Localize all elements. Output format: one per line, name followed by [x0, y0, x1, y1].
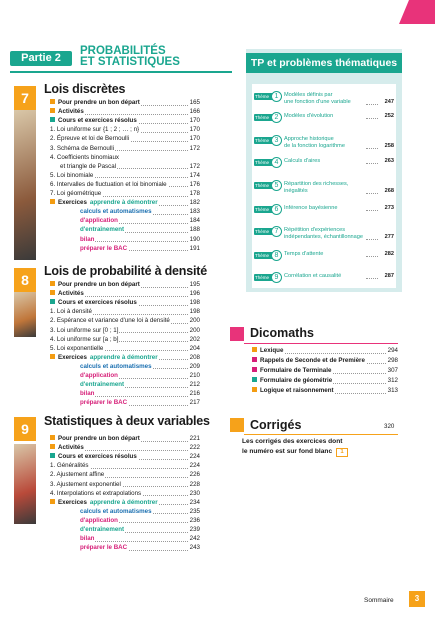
dicomaths-entry-text: Formulaire de Terminale — [260, 367, 332, 375]
toc-entry-text: 1. Loi uniforme sur {1 ; 2 ; … ; n} — [50, 126, 140, 134]
partie-title-line1: PROBABILITÉS — [80, 45, 166, 57]
toc-entry-page: 236 — [189, 516, 200, 524]
leader-dots — [366, 239, 378, 240]
toc-entry-text: 2. Espérance et variance d'une loi à densité — [50, 317, 170, 325]
toc-entry-text: 3. Schéma de Bernoulli — [50, 144, 114, 152]
dicomaths-entry-label — [252, 386, 335, 396]
theme-number: 2 — [271, 112, 282, 123]
chapter-number: 8 — [14, 268, 36, 292]
theme-title-line: une fonction d'une variable — [284, 98, 351, 105]
bullet-square — [252, 387, 257, 392]
toc-entry-text: Activités — [58, 444, 84, 452]
bullet-square — [50, 281, 55, 286]
dicomaths-marker — [230, 327, 244, 341]
toc-entry-page: 224 — [189, 453, 200, 461]
dicomaths-entry-page: 313 — [387, 387, 398, 395]
partie-title-line2: ET STATISTIQUES — [80, 56, 180, 68]
toc-entry-page: 165 — [189, 99, 200, 106]
toc-entry-page: 202 — [189, 335, 200, 343]
toc-entry-page: 239 — [189, 526, 200, 533]
toc-entry-text: 7. Loi géométrique — [50, 190, 102, 197]
corriges-example-box: 1 — [336, 448, 348, 457]
theme-number: 5 — [271, 180, 282, 191]
theme-page: 268 — [384, 187, 394, 194]
bullet-square — [50, 290, 55, 295]
toc-entry-text: 3. Loi uniforme sur [0 ; 1] — [50, 326, 119, 334]
toc-entry-page: 195 — [189, 281, 200, 288]
theme-title-line: Inférence bayésienne — [284, 205, 338, 211]
bullet-square — [50, 299, 55, 304]
toc-entry-text: d'application — [80, 516, 118, 524]
bullet-square — [252, 377, 257, 382]
tp-theme-item[interactable] — [254, 93, 394, 107]
toc-entry-label — [50, 244, 128, 254]
dicomaths-entry-text: Rappels de Seconde et de Première — [260, 357, 365, 365]
theme-badge: Thème — [254, 228, 276, 235]
corriges-marker — [230, 418, 244, 432]
theme-title-line: indépendantes, échantillonnage — [284, 233, 364, 240]
toc-entry-page: 198 — [189, 299, 200, 307]
toc-entry-page: 212 — [189, 381, 200, 389]
theme-title-line: Calculs d'aires — [284, 158, 321, 164]
theme-badge: Thème — [254, 252, 276, 259]
dicomaths-entry[interactable] — [252, 376, 398, 386]
toc-entry-text: d'application — [80, 372, 118, 379]
theme-number: 6 — [271, 204, 282, 215]
toc-entry-text: Exercices — [58, 498, 87, 506]
toc-entry-text: bilan — [80, 235, 95, 243]
partie-divider — [10, 71, 232, 73]
toc-entry-page: 182 — [189, 199, 200, 207]
toc-entry-text: bilan — [80, 535, 95, 543]
toc-entry-page: 191 — [189, 244, 200, 252]
toc-entry[interactable] — [50, 543, 200, 553]
dicomaths-entry-text: Lexique — [260, 347, 284, 354]
theme-title-line: inégalités — [284, 187, 308, 194]
toc-entry-page: 210 — [189, 372, 200, 379]
chapter-image — [14, 444, 36, 524]
toc-entry-page: 234 — [189, 498, 200, 506]
theme-number: 7 — [271, 226, 282, 237]
theme-badge: Thème — [254, 114, 276, 121]
footer-page: 3 — [409, 591, 425, 607]
toc-entry-text: 1. Généralités — [50, 462, 89, 470]
theme-title-line: Répétition d'expériences — [284, 227, 346, 233]
tp-theme-item[interactable] — [254, 252, 394, 266]
toc-entry-page: 166 — [189, 108, 200, 116]
toc-entry-page: 204 — [189, 344, 200, 352]
tp-title: TP et problèmes thématiques — [246, 53, 402, 73]
theme-badge: Thème — [254, 274, 276, 281]
toc-entry-text: 2. Épreuve et loi de Bernoulli — [50, 135, 130, 143]
footer-label: Sommaire — [364, 597, 394, 604]
bullet-square — [252, 347, 257, 352]
dicomaths-entry[interactable] — [252, 346, 398, 356]
dicomaths-divider — [244, 343, 398, 344]
toc-entry-sublabel: apprendre à démontrer — [89, 498, 158, 506]
toc-entry-text: préparer le BAC — [80, 544, 128, 552]
theme-page: 263 — [384, 158, 394, 164]
theme-title-line: Temps d'attente — [284, 251, 324, 257]
toc-entry-page: 184 — [189, 217, 200, 225]
dicomaths-entry-page: 307 — [387, 367, 398, 375]
bullet-square — [50, 117, 55, 122]
theme-badge: Thème — [254, 159, 276, 166]
toc-entry-page: 242 — [189, 535, 200, 543]
theme-title-line: Approche historique — [284, 136, 334, 142]
toc-entry-page: 217 — [189, 399, 200, 407]
dicomaths-entry[interactable] — [252, 356, 398, 366]
corriges-text — [242, 437, 348, 457]
toc-entry-page: 190 — [189, 235, 200, 243]
toc-entry-page: 226 — [189, 471, 200, 479]
toc-entry-text: 2. Ajustement affine — [50, 471, 105, 479]
corriges-text-line2: le numéro est sur fond blanc — [242, 448, 333, 455]
bullet-square — [50, 444, 55, 449]
toc-entry-page: 228 — [189, 480, 200, 488]
toc-entry-text: d'entraînement — [80, 226, 125, 234]
toc-entry-page: 178 — [189, 190, 200, 197]
toc-entry-text: 4. Coefficients binomiaux — [50, 153, 120, 161]
toc-entry-text: Activités — [58, 290, 84, 298]
toc-entry-text: préparer le BAC — [80, 244, 128, 252]
toc-entry-page: 230 — [189, 489, 200, 497]
toc-entry-page: 221 — [189, 435, 200, 442]
toc-entry-page: 188 — [189, 226, 200, 234]
toc-entry-text: 5. Loi exponentielle — [50, 344, 104, 352]
toc-entry-text: Cours et exercices résolus — [58, 117, 137, 125]
theme-number: 3 — [271, 135, 282, 146]
theme-page: 287 — [384, 273, 394, 279]
tp-theme-item[interactable] — [254, 137, 394, 151]
toc-entry-text: Activités — [58, 108, 84, 116]
toc-entry-text: 4. Interpolations et extrapolations — [50, 489, 142, 497]
toc-entry-text: Pour prendre un bon départ — [58, 99, 140, 106]
dicomaths-entry-text: Logique et raisonnement — [260, 387, 334, 395]
dicomaths-entry-text: Formulaire de géométrie — [260, 377, 333, 385]
toc-entry-page: 235 — [189, 507, 200, 515]
theme-badge: Thème — [254, 93, 276, 100]
toc-entry-text: d'entraînement — [80, 381, 125, 389]
dicomaths-entry-label — [252, 356, 366, 366]
toc-entry-label — [50, 543, 128, 553]
toc-entry-page: 222 — [189, 444, 200, 452]
theme-title-line: Modèles définis par — [284, 92, 333, 98]
leader-dots — [366, 193, 378, 194]
toc-entry-text: 6. Intervalles de fluctuation et loi binomiale — [50, 180, 167, 188]
chapter-image — [14, 110, 36, 260]
toc-entry-page: 170 — [189, 117, 200, 125]
toc-entry-page: 208 — [189, 353, 200, 361]
toc-entry-page: 200 — [189, 326, 200, 334]
partie-title — [80, 46, 180, 68]
theme-page: 273 — [384, 205, 394, 211]
theme-badge: Thème — [254, 182, 276, 189]
dicomaths-entry-page: 298 — [387, 357, 398, 365]
toc-entry-text: calculs et automatismes — [80, 208, 152, 216]
theme-title-line: Modèles d'évolution — [284, 113, 334, 119]
theme-page: 258 — [384, 142, 394, 149]
toc-entry-text: calculs et automatismes — [80, 507, 152, 515]
tp-theme-item[interactable] — [254, 206, 394, 220]
toc-entry-page: 216 — [189, 390, 200, 398]
chapter-image — [14, 292, 36, 337]
theme-number: 4 — [271, 157, 282, 168]
theme-page: 252 — [384, 113, 394, 119]
toc-entry-text: 5. Loi binomiale — [50, 171, 94, 179]
leader-dots — [366, 256, 378, 257]
toc-entry-text: 4. Loi uniforme sur [a ; b] — [50, 335, 119, 343]
dicomaths-entry-label — [252, 366, 332, 376]
toc-entry-page: 176 — [189, 180, 200, 188]
dicomaths-entry-page: 312 — [387, 377, 398, 385]
toc-entry-page: 224 — [189, 462, 200, 470]
theme-page: 277 — [384, 233, 394, 240]
partie-tab: Partie 2 — [10, 51, 72, 66]
dicomaths-entry-label — [252, 376, 333, 386]
chapter-number: 9 — [14, 417, 36, 441]
toc-entry-text: Cours et exercices résolus — [58, 453, 137, 461]
leader-dots — [366, 104, 378, 105]
toc-entry-text: Cours et exercices résolus — [58, 299, 137, 307]
theme-title-line: Répartition des richesses, — [284, 181, 349, 187]
toc-entry-text: préparer le BAC — [80, 399, 128, 407]
toc-entry-text: et triangle de Pascal — [60, 162, 117, 170]
tp-theme-item[interactable] — [254, 159, 394, 173]
dicomaths-entry[interactable] — [252, 386, 398, 396]
dicomaths-entry[interactable] — [252, 366, 398, 376]
toc-entry-page: 170 — [189, 126, 200, 134]
toc-entry-text: d'entraînement — [80, 526, 125, 533]
theme-badge: Thème — [254, 206, 276, 213]
toc-entry-page: 196 — [189, 290, 200, 298]
theme-title-line: de la fonction logarithme — [284, 142, 345, 149]
corriges-title: Corrigés — [250, 418, 302, 432]
corriges-page: 320 — [384, 423, 395, 430]
toc-entry-text: Pour prendre un bon départ — [58, 281, 140, 288]
bullet-square — [252, 367, 257, 372]
tp-theme-item[interactable] — [254, 182, 394, 196]
corriges-text-line1: Les corrigés des exercices dont — [242, 438, 343, 445]
leader-dots — [366, 118, 378, 119]
bullet-square — [50, 199, 55, 204]
toc-entry-text: d'application — [80, 217, 118, 225]
bullet-square — [50, 99, 55, 104]
leader-dots — [366, 210, 378, 211]
bullet-square — [50, 354, 55, 359]
theme-number: 1 — [271, 91, 282, 102]
bullet-square — [50, 435, 55, 440]
toc-entry-sublabel: apprendre à démontrer — [89, 353, 158, 361]
toc-entry-text: bilan — [80, 390, 95, 398]
toc-entry-text: calculs et automatismes — [80, 362, 152, 370]
toc-entry-page: 198 — [189, 308, 200, 316]
toc-entry-page: 170 — [189, 135, 200, 143]
toc-entry-text: Exercices — [58, 353, 87, 361]
toc-entry-page: 183 — [189, 208, 200, 216]
bullet-square — [50, 108, 55, 113]
bullet-square — [252, 357, 257, 362]
toc-entry-text: Exercices — [58, 199, 87, 207]
leader-dots — [366, 148, 378, 149]
theme-page: 282 — [384, 251, 394, 257]
theme-page: 247 — [384, 98, 394, 105]
chapter-number: 7 — [14, 86, 36, 110]
corriges-divider — [244, 434, 398, 435]
theme-number: 9 — [271, 272, 282, 283]
toc-entry-label — [50, 398, 128, 408]
chapter-title: Statistiques à deux variables — [44, 414, 210, 428]
chapter-title: Lois de probabilité à densité — [44, 264, 207, 278]
dicomaths-entry-label — [252, 346, 284, 356]
toc-entry-page: 172 — [189, 144, 200, 152]
bullet-square — [50, 453, 55, 458]
theme-badge: Thème — [254, 137, 276, 144]
toc-entry-page: 243 — [189, 544, 200, 552]
chapter-title: Lois discrètes — [44, 82, 126, 96]
tp-theme-item[interactable] — [254, 274, 394, 288]
toc-entry-page: 209 — [189, 362, 200, 370]
dicomaths-entry-page: 294 — [387, 347, 398, 354]
leader-dots — [366, 278, 378, 279]
toc-entry-text: 3. Ajustement exponentiel — [50, 480, 121, 488]
tp-theme-item[interactable] — [254, 114, 394, 128]
toc-entry-text: Pour prendre un bon départ — [58, 435, 140, 442]
toc-entry-page: 174 — [189, 171, 200, 179]
theme-title-line: Corrélation et causalité — [284, 273, 342, 279]
toc-entry[interactable] — [50, 244, 200, 254]
toc-entry-page: 200 — [189, 317, 200, 325]
toc-entry-page: 172 — [189, 162, 200, 170]
tp-theme-item[interactable] — [254, 228, 394, 242]
toc-entry-text: 1. Loi à densité — [50, 308, 92, 316]
corner-decoration — [395, 0, 435, 24]
theme-number: 8 — [271, 250, 282, 261]
dicomaths-title: Dicomaths — [250, 326, 314, 340]
leader-dots — [366, 163, 378, 164]
toc-entry-sublabel: apprendre à démontrer — [89, 199, 158, 207]
bullet-square — [50, 499, 55, 504]
toc-entry[interactable] — [50, 398, 200, 408]
